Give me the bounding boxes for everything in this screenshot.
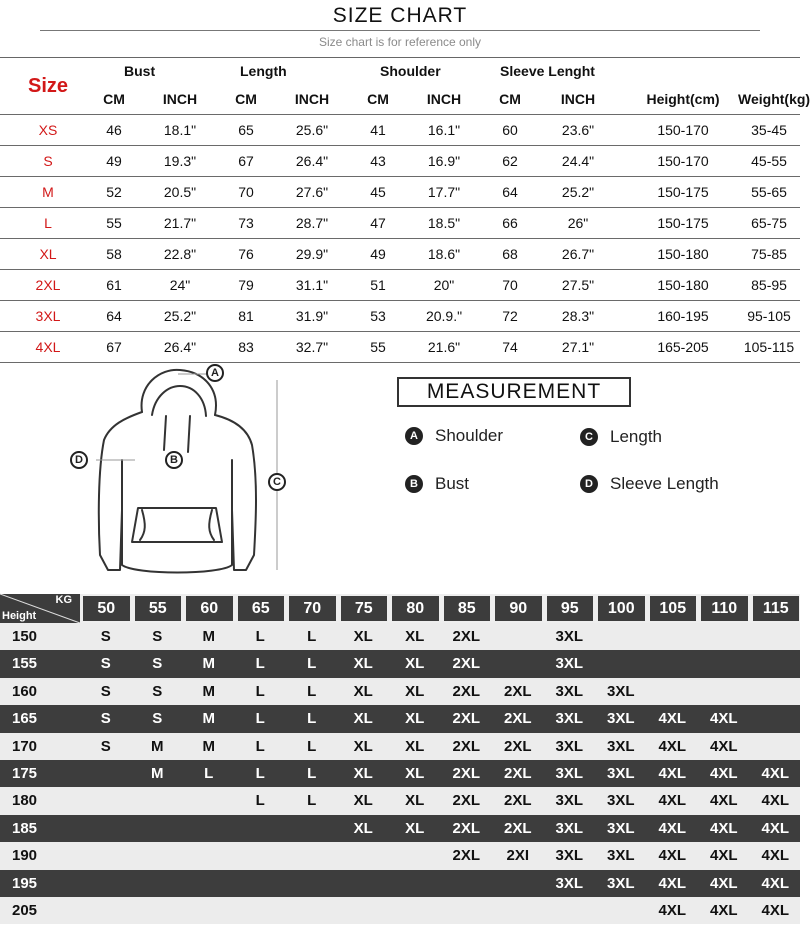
unit-header: INCH (294, 91, 330, 107)
chart-subtitle: Size chart is for reference only (318, 35, 482, 49)
measure-cell: 68 (502, 246, 518, 262)
size-cell: M (42, 184, 54, 200)
measure-cell: 25.2" (163, 308, 197, 324)
measure-cell: 67 (106, 339, 122, 355)
size-recommendation-cell: 3XL (555, 682, 583, 700)
size-recommendation-cell: 4XL (658, 792, 686, 810)
size-recommendation-cell: L (307, 737, 317, 755)
measure-cell: 67 (238, 153, 254, 169)
weight-header-cell: 110 (701, 596, 748, 621)
measure-cell: 65-75 (751, 215, 787, 231)
grid-row (0, 870, 800, 897)
weight-header-cell: 55 (135, 596, 182, 621)
measure-cell: 58 (106, 246, 122, 262)
size-recommendation-cell: 4XL (709, 792, 738, 810)
measure-cell: 28.7" (295, 215, 329, 231)
size-recommendation-cell: 4XL (761, 874, 789, 892)
size-recommendation-cell: M (202, 710, 215, 728)
measure-cell: 150-175 (657, 215, 709, 231)
measure-cell: 25.6" (295, 122, 329, 138)
hoodie-diagram (60, 360, 300, 585)
size-recommendation-cell: XL (353, 655, 373, 673)
size-recommendation-cell: M (202, 682, 215, 700)
size-recommendation-cell: 2XL (452, 682, 480, 700)
measure-cell: 64 (106, 308, 122, 324)
measure-cell: 55-65 (751, 184, 787, 200)
measure-cell: 35-45 (751, 122, 787, 138)
size-recommendation-cell: 3XL (606, 792, 635, 810)
size-recommendation-cell: 3XL (606, 819, 635, 837)
size-recommendation-cell: 2XL (452, 737, 480, 755)
measure-cell: 27.1" (561, 339, 595, 355)
grid-row (0, 705, 800, 732)
measure-cell: 53 (370, 308, 386, 324)
weight-header-cell: 90 (495, 596, 542, 621)
measure-cell: 21.7" (163, 215, 197, 231)
size-recommendation-cell: L (255, 764, 265, 782)
measure-cell: 26.4" (163, 339, 197, 355)
size-cell: XL (39, 246, 57, 262)
size-row (0, 146, 800, 177)
measure-cell: 43 (370, 153, 386, 169)
measure-cell: 65 (238, 122, 254, 138)
measure-cell: 47 (370, 215, 386, 231)
weight-header-cell: 85 (444, 596, 491, 621)
size-cell: XS (38, 122, 58, 138)
size-recommendation-cell: XL (405, 682, 425, 700)
measure-cell: 26.4" (295, 153, 329, 169)
measure-cell: 49 (370, 246, 386, 262)
measure-cell: 70 (238, 184, 254, 200)
size-recommendation-cell: 3XL (555, 792, 583, 810)
measure-cell: 27.6" (295, 184, 329, 200)
size-recommendation-cell: 4XL (761, 901, 789, 919)
size-recommendation-cell: 3XL (606, 874, 635, 892)
height-label: 160 (12, 682, 38, 700)
unit-header-row (0, 84, 800, 115)
size-recommendation-cell: 2XL (452, 847, 480, 865)
size-cell: S (43, 153, 53, 169)
measure-cell: 25.2" (561, 184, 595, 200)
legend-label: Shoulder (435, 426, 504, 445)
measure-cell: 18.6" (427, 246, 461, 262)
measure-cell: 24" (169, 277, 191, 293)
size-recommendation-cell: L (307, 792, 317, 810)
measure-cell: 64 (502, 184, 518, 200)
group-header-sleeve: Sleeve Lenght (500, 63, 595, 79)
measure-cell: 18.1" (163, 122, 197, 138)
height-label: 165 (12, 710, 38, 728)
size-recommendation-cell: 4XL (658, 737, 686, 755)
title-divider (40, 30, 760, 31)
size-recommendation-cell: M (151, 737, 164, 755)
size-recommendation-cell: L (307, 710, 317, 728)
measure-cell: 41 (370, 122, 386, 138)
measure-cell: 85-95 (751, 277, 787, 293)
measure-cell: 45 (370, 184, 386, 200)
size-row (0, 301, 800, 332)
measure-cell: 31.9" (295, 308, 329, 324)
size-row (0, 270, 800, 301)
size-recommendation-cell: M (151, 764, 164, 782)
size-recommendation-cell: L (255, 655, 265, 673)
legend-bust (405, 474, 469, 494)
size-recommendation-cell: L (255, 710, 265, 728)
size-cell: 3XL (35, 308, 61, 324)
measure-cell: 105-115 (743, 339, 795, 355)
corner-height-label: Height (2, 610, 37, 622)
size-recommendation-cell: 3XL (555, 764, 583, 782)
size-recommendation-cell: XL (405, 628, 425, 645)
measure-cell: 22.8" (163, 246, 197, 262)
size-recommendation-cell: M (202, 655, 215, 673)
unit-header: INCH (426, 91, 462, 107)
size-recommendation-cell: 2XL (503, 682, 532, 700)
size-recommendation-cell: 4XL (709, 819, 738, 837)
measure-cell: 17.7" (427, 184, 461, 200)
legend-label: Length (610, 427, 662, 446)
measure-cell: 31.1" (295, 277, 329, 293)
weight-header-cell: 95 (547, 596, 594, 621)
size-recommendation-cell: L (255, 628, 265, 645)
legend-label: Bust (435, 474, 470, 493)
height-label: 185 (12, 819, 38, 837)
size-recommendation-cell: XL (405, 792, 425, 810)
measure-cell: 26" (567, 215, 589, 231)
size-recommendation-cell: 4XL (658, 847, 686, 865)
measure-cell: 20" (433, 277, 455, 293)
hoodie-outline (60, 360, 300, 585)
size-recommendation-cell: XL (405, 819, 425, 837)
measure-cell: 29.9" (295, 246, 329, 262)
unit-header: CM (103, 91, 125, 107)
measure-cell: 55 (106, 215, 122, 231)
size-recommendation-cell: 4XL (658, 901, 686, 919)
size-recommendation-cell: S (152, 655, 163, 673)
measurement-title: MEASUREMENT (397, 377, 631, 407)
measure-cell: 27.5" (561, 277, 595, 293)
measure-cell: 79 (238, 277, 254, 293)
unit-header: Weight(kg) (738, 91, 810, 107)
measure-cell: 52 (106, 184, 122, 200)
size-row (0, 177, 800, 208)
measure-cell: 20.5" (163, 184, 197, 200)
size-recommendation-cell: 2XL (452, 792, 480, 810)
measure-cell: 16.1" (427, 122, 461, 138)
measure-cell: 24.4" (561, 153, 595, 169)
badge-b-icon: B (405, 475, 423, 493)
measure-cell: 165-205 (657, 339, 709, 355)
size-header (0, 58, 96, 115)
grid-row (0, 787, 800, 814)
size-recommendation-cell: 2XI (506, 847, 529, 865)
unit-header: CM (235, 91, 257, 107)
size-recommendation-cell: 3XL (555, 628, 583, 645)
size-recommendation-cell: 2XL (503, 792, 532, 810)
measure-cell: 19.3" (163, 153, 197, 169)
measure-cell: 150-180 (657, 277, 709, 293)
unit-header: Height(cm) (646, 91, 720, 107)
hoodie-badge-d: D (70, 451, 88, 469)
measure-cell: 49 (106, 153, 122, 169)
measure-cell: 150-175 (657, 184, 709, 200)
height-label: 190 (12, 847, 38, 865)
weight-header-cell: 105 (650, 596, 697, 621)
unit-header: CM (499, 91, 521, 107)
size-recommendation-cell: L (204, 764, 214, 782)
size-recommendation-cell: 3XL (606, 682, 635, 700)
grid-row (0, 650, 800, 677)
group-header-length: Length (240, 63, 287, 79)
size-recommendation-cell: XL (353, 737, 373, 755)
measure-cell: 150-170 (657, 122, 709, 138)
measure-cell: 46 (106, 122, 122, 138)
size-recommendation-cell: XL (353, 819, 373, 837)
measure-cell: 32.7" (295, 339, 329, 355)
size-recommendation-cell: 2XL (452, 628, 480, 645)
measure-cell: 72 (502, 308, 518, 324)
size-recommendation-cell: 2XL (503, 819, 532, 837)
size-recommendation-cell: 4XL (709, 737, 738, 755)
size-recommendation-cell: L (307, 682, 317, 700)
size-recommendation-cell: 3XL (555, 655, 583, 673)
chart-title: SIZE CHART (332, 4, 468, 27)
size-recommendation-cell: 4XL (761, 792, 789, 810)
measure-cell: 55 (370, 339, 386, 355)
grid-row (0, 897, 800, 924)
size-cell: L (44, 215, 52, 231)
weight-header-cell: 60 (186, 596, 233, 621)
size-recommendation-cell: L (255, 682, 265, 700)
weight-header-cell: 75 (341, 596, 388, 621)
measure-cell: 76 (238, 246, 254, 262)
size-recommendation-cell: S (100, 655, 111, 673)
measure-cell: 28.3" (561, 308, 595, 324)
legend-sleeve-length (580, 474, 719, 494)
measure-cell: 18.5" (427, 215, 461, 231)
grid-row (0, 678, 800, 705)
badge-c-icon: C (580, 428, 598, 446)
measure-cell: 83 (238, 339, 254, 355)
size-row (0, 239, 800, 270)
size-recommendation-cell: S (152, 710, 163, 728)
badge-d-icon: D (580, 475, 598, 493)
size-recommendation-cell: 4XL (658, 819, 686, 837)
measure-cell: 20.9." (425, 308, 463, 324)
size-recommendation-cell: 2XL (452, 710, 480, 728)
grid-row (0, 815, 800, 842)
weight-header-cell: 65 (238, 596, 285, 621)
size-row (0, 208, 800, 239)
grid-body (0, 623, 800, 924)
size-recommendation-cell: 2XL (452, 819, 480, 837)
weight-header-cell: 70 (289, 596, 336, 621)
size-recommendation-cell: 2XL (452, 764, 480, 782)
measure-cell: 45-55 (751, 153, 787, 169)
weight-header-cell: 50 (83, 596, 130, 621)
height-label: 150 (12, 628, 38, 645)
height-label: 205 (12, 901, 38, 919)
size-recommendation-cell: XL (405, 764, 425, 782)
group-header-shoulder: Shoulder (380, 63, 441, 79)
size-recommendation-cell: S (100, 737, 111, 755)
size-recommendation-cell: 3XL (606, 710, 635, 728)
size-recommendation-cell: XL (353, 792, 373, 810)
measure-cell: 75-85 (751, 246, 787, 262)
size-recommendation-cell: 4XL (709, 901, 738, 919)
weight-header-cell: 100 (598, 596, 645, 621)
measure-cell: 150-170 (657, 153, 709, 169)
grid-corner (0, 594, 80, 623)
measure-cell: 16.9" (427, 153, 461, 169)
height-label: 195 (12, 874, 38, 892)
size-recommendation-cell: 3XL (606, 764, 635, 782)
size-recommendation-cell: 4XL (709, 710, 738, 728)
size-recommendation-cell: 2XL (503, 737, 532, 755)
size-recommendation-cell: XL (405, 737, 425, 755)
size-recommendation-cell: 2XL (452, 655, 480, 673)
size-recommendation-cell: 3XL (555, 847, 583, 865)
legend-length (580, 427, 662, 447)
grid-row (0, 733, 800, 760)
measure-cell: 51 (370, 277, 386, 293)
unit-header: INCH (162, 91, 198, 107)
size-recommendation-cell: XL (353, 764, 373, 782)
measure-cell: 21.6" (427, 339, 461, 355)
size-recommendation-cell: S (152, 682, 163, 700)
measure-cell: 150-180 (657, 246, 709, 262)
weight-header-cell: 115 (753, 596, 800, 621)
size-recommendation-cell: 4XL (709, 874, 738, 892)
measure-cell: 60 (502, 122, 518, 138)
measure-cell: 160-195 (657, 308, 709, 324)
size-recommendation-cell: 3XL (555, 710, 583, 728)
weight-header-cell: 80 (392, 596, 439, 621)
size-recommendation-cell: 2XL (503, 764, 532, 782)
size-recommendation-cell: 3XL (555, 819, 583, 837)
size-recommendation-cell: S (100, 710, 111, 728)
measure-cell: 23.6" (561, 122, 595, 138)
measure-cell: 26.7" (561, 246, 595, 262)
size-recommendation-cell: L (255, 737, 265, 755)
size-row (0, 115, 800, 146)
height-label: 155 (12, 655, 38, 673)
size-recommendation-cell: XL (405, 655, 425, 673)
size-recommendation-cell: XL (353, 710, 373, 728)
size-recommendation-cell: L (307, 764, 317, 782)
height-label: 170 (12, 737, 38, 755)
size-recommendation-cell: 3XL (555, 874, 583, 892)
size-recommendation-cell: XL (353, 628, 373, 645)
size-recommendation-cell: XL (405, 710, 425, 728)
size-recommendation-cell: 4XL (658, 874, 686, 892)
measure-cell: 66 (502, 215, 518, 231)
hoodie-badge-c: C (268, 473, 286, 491)
size-recommendation-cell: 4XL (761, 764, 789, 782)
size-recommendation-cell: L (255, 792, 265, 810)
size-recommendation-cell: S (100, 628, 111, 645)
measure-cell: 81 (238, 308, 254, 324)
size-row (0, 332, 800, 363)
size-recommendation-cell: S (152, 628, 163, 645)
size-recommendation-cell: L (307, 628, 317, 645)
legend-label: Sleeve Length (610, 474, 719, 493)
size-recommendation-cell: 2XL (503, 710, 532, 728)
size-recommendation-cell: 4XL (658, 710, 686, 728)
size-recommendation-cell: 4XL (658, 764, 686, 782)
size-cell: 4XL (35, 339, 61, 355)
size-recommendation-cell: M (202, 737, 215, 755)
measure-cell: 74 (502, 339, 518, 355)
size-recommendation-cell: 3XL (606, 737, 635, 755)
size-recommendation-cell: 4XL (761, 847, 789, 865)
measure-cell: 70 (502, 277, 518, 293)
size-recommendation-cell: XL (353, 682, 373, 700)
measure-cell: 95-105 (747, 308, 791, 324)
size-table-body (0, 115, 800, 363)
size-recommendation-cell: 3XL (606, 847, 635, 865)
height-label: 175 (12, 764, 38, 782)
size-recommendation-cell: L (307, 655, 317, 673)
grid-row (0, 623, 800, 650)
legend-shoulder (405, 426, 503, 446)
corner-kg-label: KG (55, 594, 72, 606)
hoodie-badge-a: A (206, 364, 224, 382)
grid-row (0, 760, 800, 787)
grid-row (0, 842, 800, 869)
size-table (0, 58, 810, 363)
size-label: Size (27, 74, 69, 97)
size-recommendation-cell: M (202, 628, 215, 645)
measure-cell: 61 (106, 277, 122, 293)
measure-cell: 73 (238, 215, 254, 231)
size-recommendation-cell: 4XL (709, 764, 738, 782)
size-recommendation-cell: 4XL (709, 847, 738, 865)
size-cell: 2XL (35, 277, 61, 293)
unit-header: CM (367, 91, 389, 107)
weight-height-grid (0, 594, 800, 924)
size-recommendation-cell: S (100, 682, 111, 700)
size-recommendation-cell: 3XL (555, 737, 583, 755)
group-header-bust: Bust (124, 63, 156, 79)
unit-header: INCH (560, 91, 596, 107)
hoodie-badge-b: B (165, 451, 183, 469)
weight-header-row (0, 594, 800, 623)
size-recommendation-cell: 4XL (761, 819, 789, 837)
measure-cell: 62 (502, 153, 518, 169)
badge-a-icon: A (405, 427, 423, 445)
height-label: 180 (12, 792, 38, 810)
